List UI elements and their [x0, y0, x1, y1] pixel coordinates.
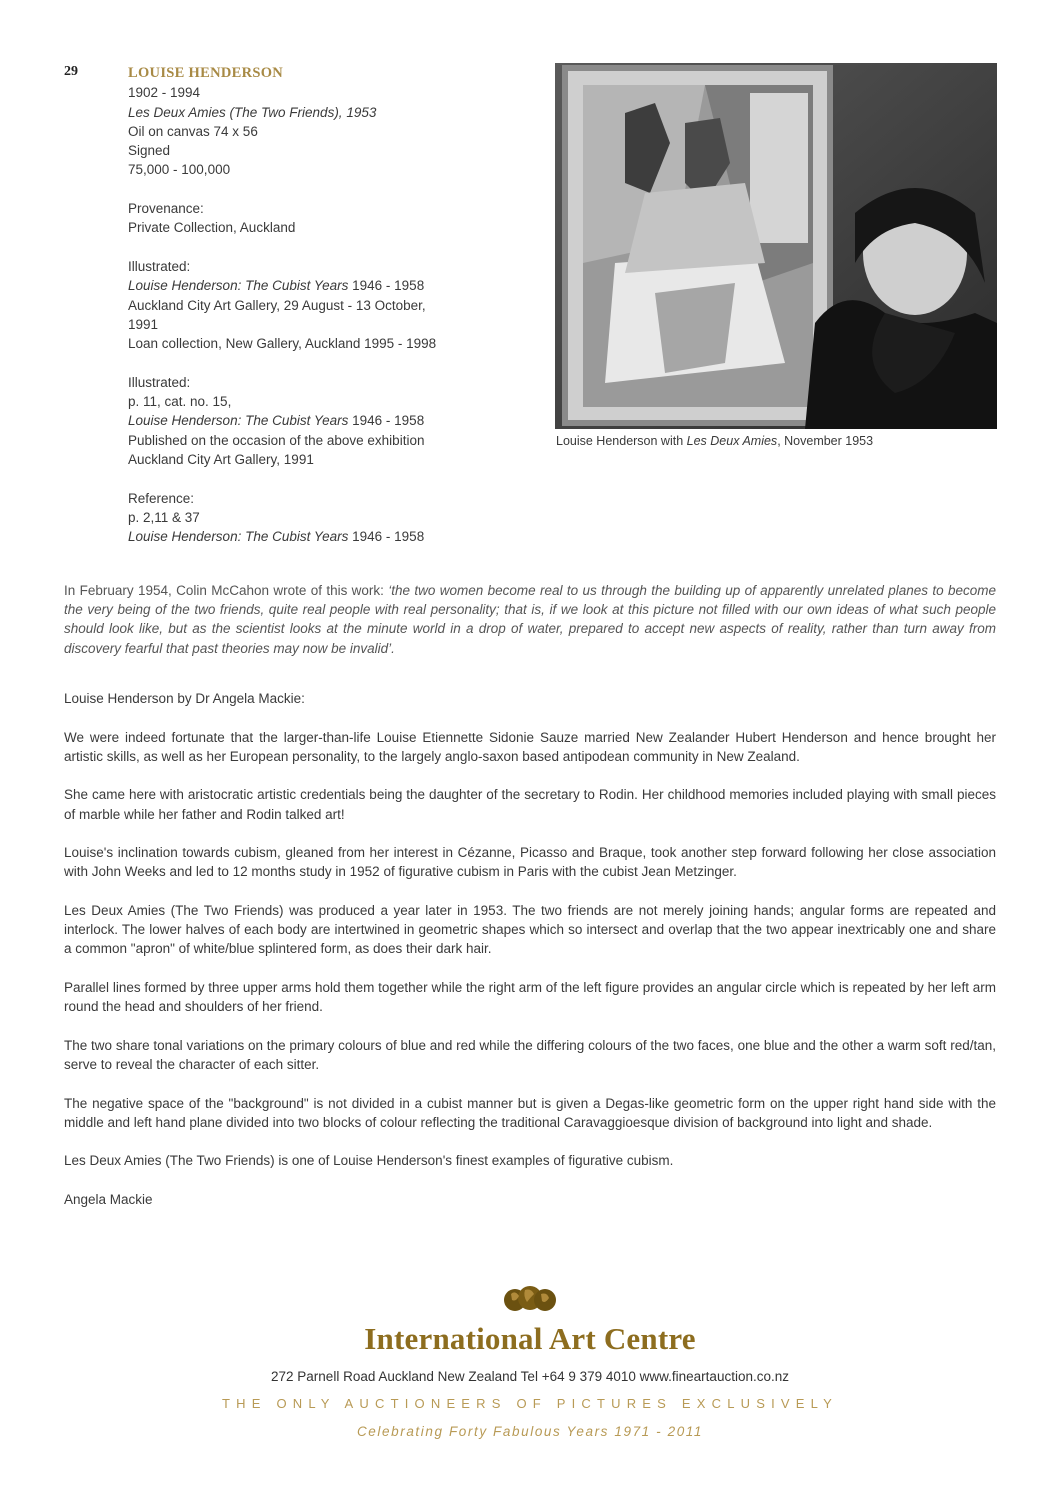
illustrated-label: Illustrated:: [128, 374, 191, 390]
illustrated-line: Published on the occasion of the above exhibition: [128, 432, 425, 448]
caption-suffix: , November 1953: [777, 434, 874, 448]
book-years: 1946 - 1958: [348, 529, 425, 545]
illustrated-line: p. 11, cat. no. 15,: [128, 394, 232, 410]
essay-paragraph: The two share tonal variations on the primary colours of blue and red while the differing colours of the two faces, one blue and the other a warm soft red/tan, serve to reveal the character of each sitter.: [64, 1037, 996, 1072]
artist-photo: [555, 63, 997, 429]
anniversary-line: Celebrating Forty Fabulous Years 1971 - 2011: [356, 1424, 704, 1439]
company-logo: [0, 1284, 1060, 1357]
artwork-signed: Signed: [128, 143, 171, 159]
artist-dates: 1902 - 1994: [128, 85, 201, 101]
essay: [64, 689, 996, 1229]
illustrated-line: 1991: [128, 316, 159, 332]
essay-paragraph: Louise's inclination towards cubism, gleaned from her interest in Cézanne, Picasso and Braque, took another step forward following her close association with John Weeks and led to 12 months study in 1952 of figurative cubism in Paris with the cubist Jean Metzinger.: [64, 845, 996, 880]
essay-paragraph: Les Deux Amies (The Two Friends) is one of Louise Henderson's finest examples of figurative cubism.: [64, 1153, 674, 1169]
illustrated-book-line: [128, 276, 548, 295]
essay-paragraph: She came here with aristocratic artistic credentials being the daughter of the secretary to Rodin. Her childhood memories included playing with small pieces of marble while her father and Rodin talked art!: [64, 787, 996, 822]
reference-label: Reference:: [128, 490, 195, 506]
company-name: International Art Centre: [364, 1321, 696, 1356]
illustrated-line: Loan collection, New Gallery, Auckland 1995 - 1998: [128, 336, 437, 352]
illustrated-line: Auckland City Art Gallery, 29 August - 13 October,: [128, 297, 426, 313]
artist-name: LOUISE HENDERSON: [128, 65, 284, 81]
book-title: Louise Henderson: The Cubist Years: [128, 413, 349, 429]
book-years: 1946 - 1958: [348, 413, 425, 429]
artwork-medium: Oil on canvas 74 x 56: [128, 123, 258, 139]
artwork-estimate: 75,000 - 100,000: [128, 162, 231, 178]
essay-paragraph: Les Deux Amies (The Two Friends) was produced a year later in 1953. The two friends are not merely joining hands; angular forms are repeated and interlock. The lower halves of each body are intertwined in geometric shapes which so intersect and overlap that the two appear inextricably one and share a common "apron" of white/blue splintered form, as does their dark hair.: [64, 902, 996, 957]
lot-details: [128, 64, 548, 546]
illustrated-line: Auckland City Art Gallery, 1991: [128, 451, 314, 467]
globe-icon: [503, 1284, 557, 1314]
caption-title: Les Deux Amies: [686, 434, 778, 448]
provenance-text: Private Collection, Auckland: [128, 220, 296, 236]
photo-illustration: [555, 63, 997, 429]
mccahon-quote: [64, 581, 996, 658]
essay-heading: Louise Henderson by Dr Angela Mackie:: [64, 691, 305, 706]
illustrated-label: Illustrated:: [128, 258, 191, 274]
essay-paragraph: The negative space of the "background" is not divided in a cubist manner but is given a Degas-like geometric form on the upper right hand side with the middle and left hand plane divided into two blocks of colour reflecting the traditional Caravaggioesque division of background into light and shade.: [64, 1095, 996, 1130]
lot-number: 29: [64, 64, 78, 79]
essay-paragraph: We were indeed fortunate that the larger-than-life Louise Etiennette Sidonie Sauze married New Zealander Hubert Henderson and hence brought her artistic skills, as well as her European personality, to the largely anglo-saxon based antipodean community in New Zealand.: [64, 729, 996, 764]
quote-intro: In February 1954, Colin McCahon wrote of this work:: [64, 583, 389, 598]
book-title: Louise Henderson: The Cubist Years: [128, 529, 349, 545]
company-tagline: THE ONLY AUCTIONEERS OF PICTURES EXCLUSIVELY: [222, 1396, 838, 1411]
book-title: Louise Henderson: The Cubist Years: [128, 278, 349, 294]
illustrated-book-line: [128, 411, 548, 430]
quote-text: ‘the two women become real to us through the building up of apparently unrelated planes to become the very being of the two friends, quite real people with real personality; that is, if we look at this picture not filled with our own ideas of what such people should look like, but as the scientist looks at the minute world in a drop of water, prepared to accept new aspects of reality, rather than turn away from discovery fearful that past theories may now be invalid’.: [64, 583, 996, 656]
book-years: 1946 - 1958: [348, 278, 425, 294]
photo-caption: [556, 434, 873, 448]
essay-signature: Angela Mackie: [64, 1191, 153, 1207]
reference-line: p. 2,11 & 37: [128, 509, 200, 525]
provenance-label: Provenance:: [128, 201, 204, 217]
essay-paragraph: Parallel lines formed by three upper arms hold them together while the right arm of the left figure provides an angular circle which is repeated by her left arm round the head and shoulders of her friend.: [64, 979, 996, 1015]
company-address: 272 Parnell Road Auckland New Zealand Tel +64 9 379 4010 www.fineartauction.co.nz: [271, 1369, 789, 1384]
artwork-title: Les Deux Amies (The Two Friends), 1953: [128, 104, 377, 120]
reference-book-line: [128, 527, 548, 546]
caption-prefix: Louise Henderson with: [556, 434, 687, 448]
